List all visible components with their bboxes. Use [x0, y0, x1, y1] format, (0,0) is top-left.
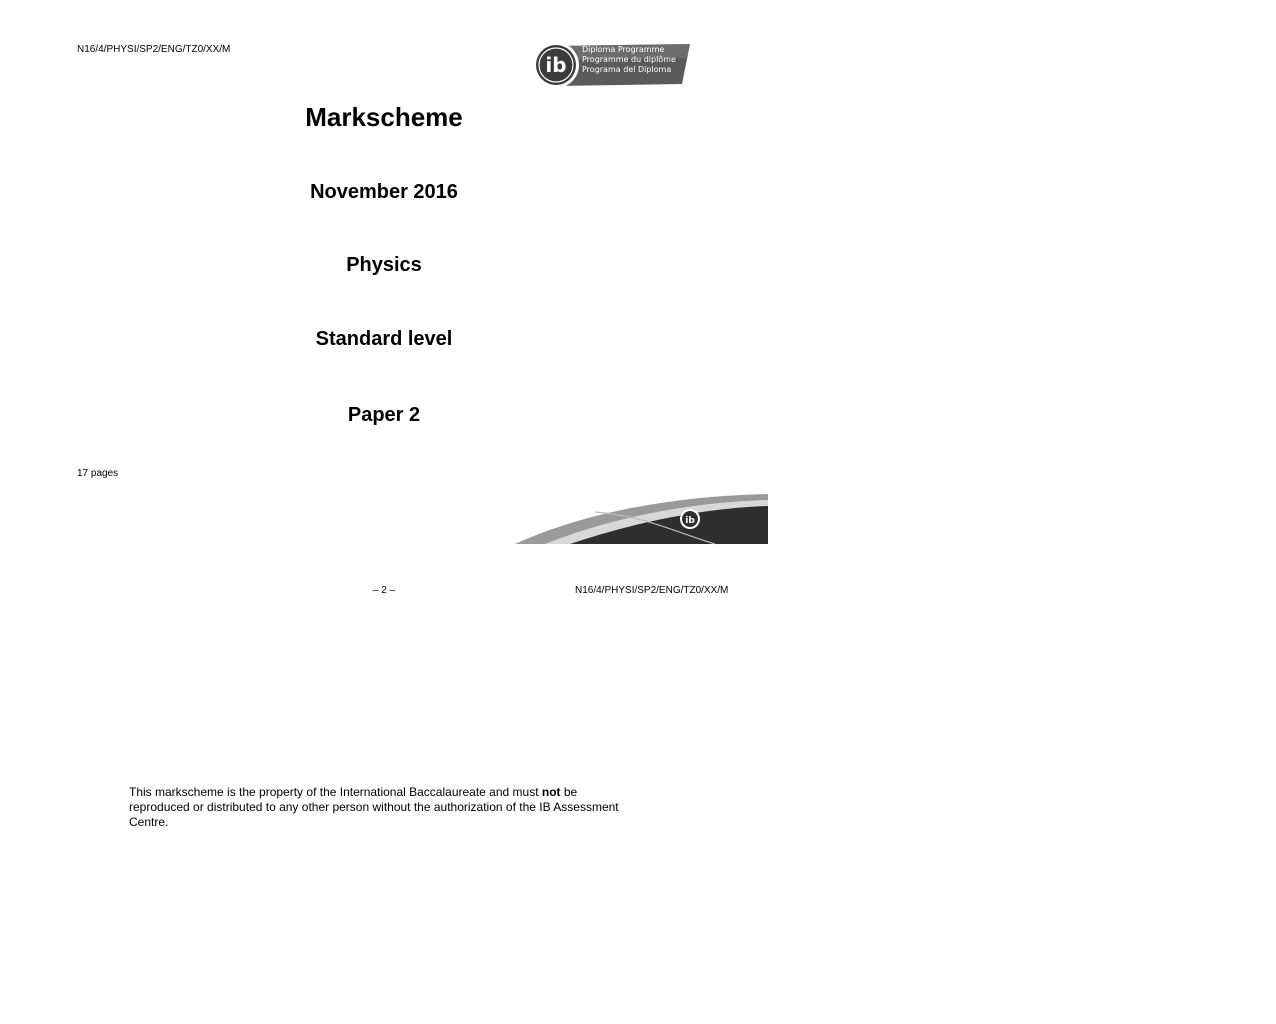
- swoosh-logo-line: Bachillerato Internacional: [1220, 1011, 1269, 1016]
- ib-logo-line: Diploma Programme: [582, 45, 665, 54]
- copyright-notice: [129, 785, 629, 830]
- copyright-page: [0, 560, 768, 1024]
- document-code: N16/4/PHYSI/SP2/ENG/TZ0/XX/M: [575, 585, 729, 596]
- subject-level: Standard level: [315, 328, 453, 350]
- ib-diploma-logo: [532, 40, 692, 90]
- ib-logo-mark: ib: [545, 53, 567, 77]
- swoosh-logo-line: Baccalauréat International: [1220, 1006, 1271, 1011]
- exam-session: November 2016: [310, 181, 458, 203]
- svg-text:ib: ib: [685, 516, 695, 526]
- ib-logo-line: Programme du diplôme: [582, 55, 676, 64]
- notice-emphasis: not: [541, 785, 561, 799]
- paper-number: Paper 2: [347, 404, 421, 426]
- notice-text: be reproduced or distributed to any other person without the authorization of the IB Assessment Centre.: [129, 785, 619, 829]
- page-number: – 2 –: [372, 585, 396, 596]
- document-title: Markscheme: [305, 102, 463, 132]
- subject-name: Physics: [346, 254, 422, 276]
- page-count: 17 pages: [77, 468, 119, 479]
- swoosh-logo-line: International Baccalaureate: [1220, 1001, 1273, 1006]
- ib-logo-line: Programa del Diploma: [582, 65, 672, 74]
- notice-text: This markscheme is the property of the International Baccalaureate and must: [129, 785, 542, 799]
- document-code: N16/4/PHYSI/SP2/ENG/TZ0/XX/M: [77, 44, 231, 55]
- ib-logo-text: [582, 45, 686, 75]
- swoosh-logo-text: [1220, 1001, 1276, 1016]
